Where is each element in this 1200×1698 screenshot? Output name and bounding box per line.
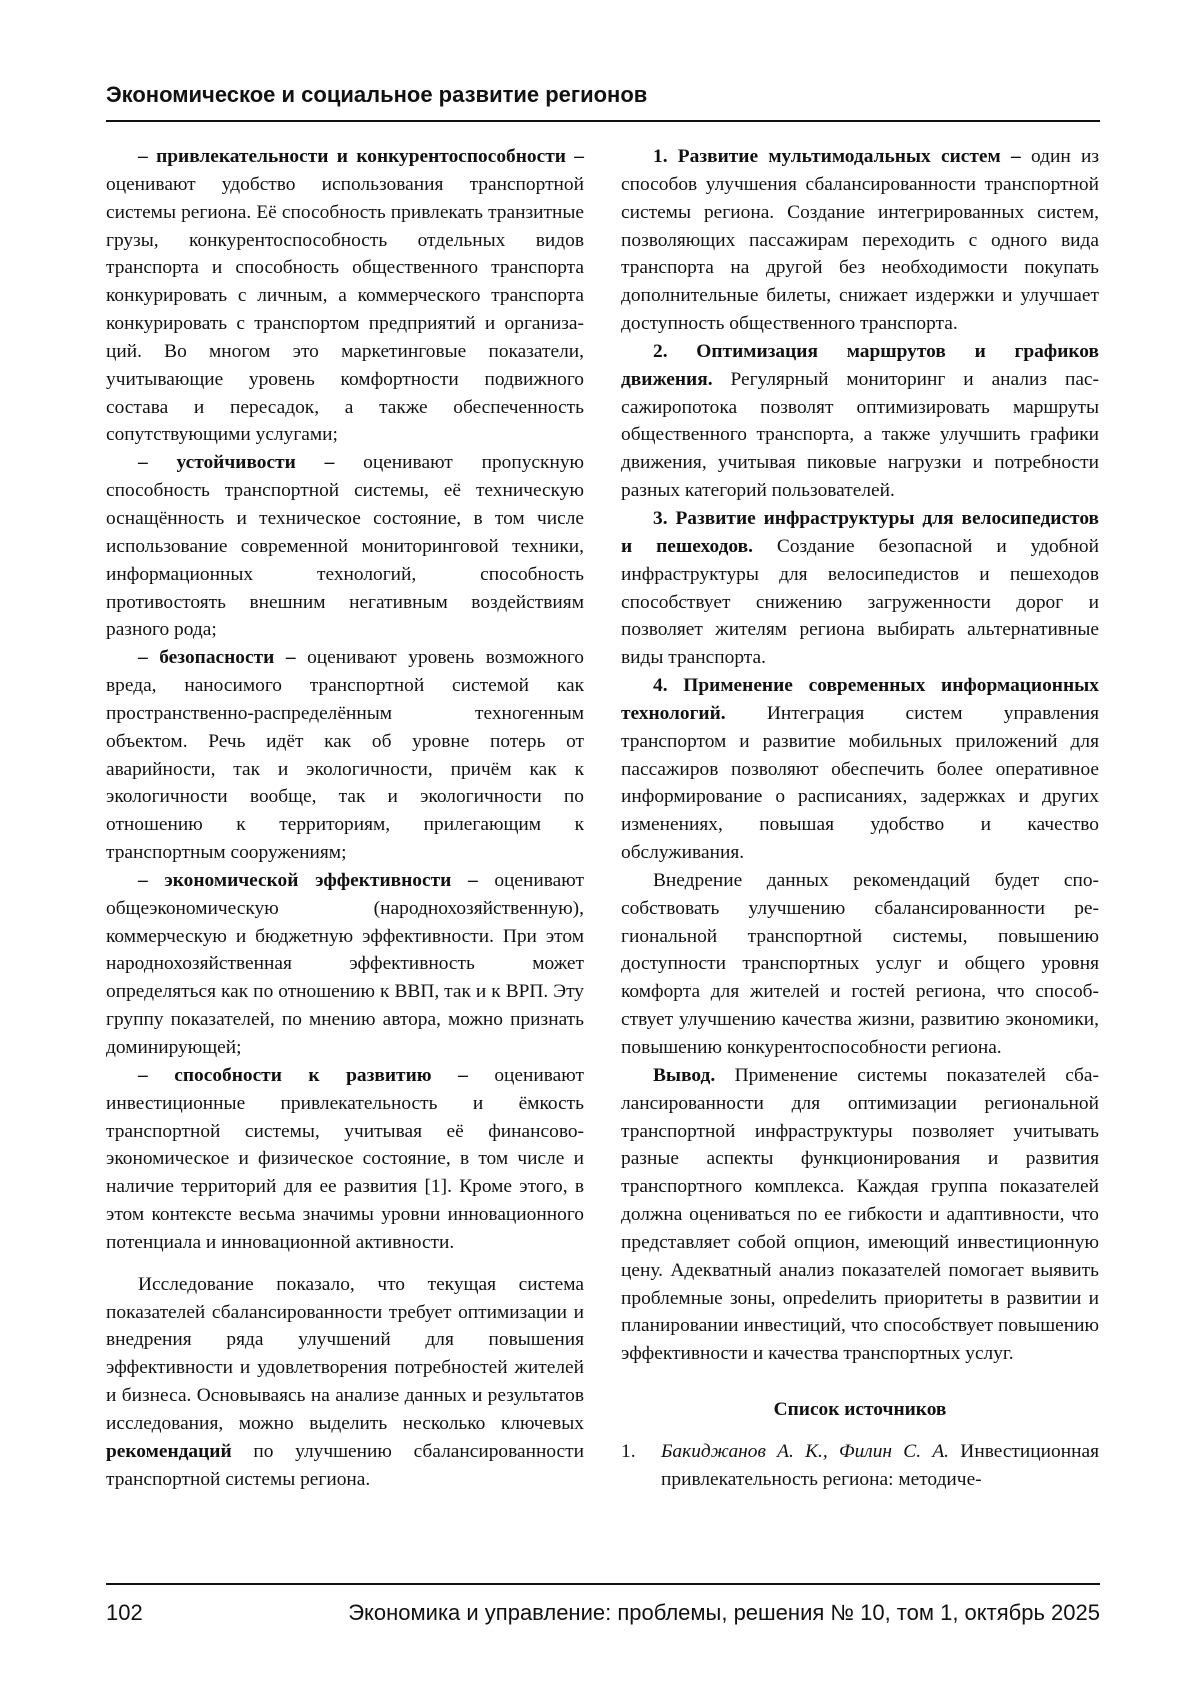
paragraph-text: Исследование показало, что текущая система показателей сбалансированности требует оптимизации и внедрения ряда улучшений для повышения эффективности и удовлетворения потребностей жителей и бизнеса. Основываясь на анализе данных и результатов исследования, можно выделить несколько ключевых	[106, 1273, 584, 1434]
paragraph-text: оценивают удобство использования транспортной системы региона. Её способность привлекать транзитные грузы, конкурентоспособность отдельных видов транспорта и способность общественного транспорта конкурировать с личным, а коммерческого транспорта конкурировать с транспортом предприятий и организаций. Во многом это маркетинговые показатели, учитывающие уровень комфортности подвижного состава и пересадок, а также обеспеченность сопутствующими услугами;	[106, 173, 584, 446]
paragraph-efficiency	[106, 867, 584, 1062]
reference-item	[621, 1438, 1099, 1494]
paragraph-text: Создание безопасной и удобной инфраструктуры для велосипедистов и пешеходов способствует снижению загруженности дорог и позволяет жителям региона выбирать альтернативные виды транспорта.	[621, 535, 1099, 669]
paragraph-text: по улучшению сбалансированности транспортной системы региона.	[106, 1440, 584, 1490]
paragraph-text: оценивают уровень возможного вреда, наносимого транспортной системой как пространственно-распределённым техногенным объектом. Речь идёт как об уровне потерь от аварийности, так и экологичности, причём как к экологичности вообще, так и экологичности по отношению к территориям, прилегающим к транспортным сооружениям;	[106, 647, 584, 864]
paragraph-safety	[106, 644, 584, 867]
paragraph-text: Регулярный мониторинг и анализ пассажиропотока позволят оптимизировать маршруты общественного транспорта, а также улучшить графики движения, учитывая пиковые нагрузки и потребности разных категорий пользователей.	[621, 368, 1099, 502]
reference-text	[661, 1438, 1099, 1494]
paragraph-implementation	[621, 867, 1099, 1062]
paragraph-development	[106, 1062, 584, 1257]
left-column	[106, 143, 584, 1494]
paragraph-attractiveness	[106, 143, 584, 449]
paragraph-text: один из способов улучшения сбалансированности транспортной системы региона. Создание интегрированных систем, позволяющих пассажирам переходить с одного вида транспорта на другой без необходимости покупать дополнительные билеты, снижает издержки и улучшает доступность общественного транспорта.	[621, 146, 1099, 335]
term-safety: – безопасности –	[138, 647, 296, 669]
recommendation-1	[621, 143, 1099, 338]
recommendation-2	[621, 338, 1099, 505]
recommendation-title: 1. Развитие мультимодальных систем –	[653, 146, 1021, 167]
term-sustainability: – устойчивости –	[138, 452, 335, 474]
journal-citation: Экономика и управление: проблемы, решения № 10, том 1, октябрь 2025	[348, 1600, 1100, 1625]
paragraph-sustainability	[106, 449, 584, 644]
right-column	[621, 143, 1099, 1494]
recommendation-3	[621, 505, 1099, 672]
recommendation-title: 3. Развитие инфраструктуры для велосипедистов и пешеходов.	[621, 507, 1099, 557]
paragraph-text: оценивают общеэкономическую (народнохозяйственную), коммерческую и бюджетную эффективности. При этом народнохозяйственная эффективность может определяться как по отношению к ВВП, так и к ВРП. Эту группу показателей, по мнению автора, можно признать доминирующей;	[106, 869, 584, 1058]
reference-authors: Бакиджанов А. К., Филин С. А.	[661, 1440, 950, 1462]
paragraph-text: Внедрение данных рекомендаций будет способствовать улучшению сбалансированности региональной транспортной системы, повышению доступности транспортных услуг и общего уровня комфорта для жителей и гостей региона, что способствует улучшению качества жизни, развитию экономики, повышению конкурентоспособности региона.	[621, 869, 1099, 1058]
page-number: 102	[106, 1600, 143, 1625]
recommendation-title: 2. Оптимизация маршрутов и графиков движения.	[621, 340, 1099, 390]
term-recommendations: рекомендаций	[106, 1440, 232, 1462]
paragraph-conclusion	[621, 1062, 1099, 1368]
paragraph-research	[106, 1271, 584, 1494]
reference-title: Инвестиционная привлекательность региона: методиче-	[661, 1440, 1100, 1490]
paragraph-text: Интеграция систем управления транспортом и развитие мобильных приложений для пассажиров позволяют обеспечить более оперативное информирование о расписаниях, задержках и других изменениях, повышая удобство и качество обслуживания.	[621, 702, 1099, 864]
recommendation-title: 4. Применение современных информационных технологий.	[621, 675, 1099, 724]
paragraph-text: оценивают инвестиционные привлекательность и ёмкость транспортной системы, учитывая её финансово-экономическое и физическое состояние, в том числе и наличие территорий для ее развития [1]. Кроме этого, в этом контексте весьма значимы уровни инновационного потенциала и инновационной активности.	[106, 1064, 584, 1253]
references-title: Список источников	[773, 1399, 947, 1421]
reference-number: 1.	[621, 1440, 636, 1462]
footer-rule	[106, 1583, 1100, 1585]
header-rule	[106, 120, 1100, 122]
term-development: – способности к развитию –	[138, 1064, 468, 1086]
running-header: Экономическое и социальное развитие регионов	[106, 82, 648, 107]
recommendation-4	[621, 672, 1099, 867]
paragraph-text: оценивают пропускную способность транспортной системы, её техническую оснащённость и техническое состояние, в том числе использование современной мониторинговой техники, информационных технологий, способность противостоять внешним негативным воздействиям разного рода;	[106, 452, 585, 641]
conclusion-label: Вывод.	[653, 1064, 716, 1086]
term-efficiency: – экономической эффективности –	[138, 869, 478, 891]
term-attractiveness: – привлекательности и конкурентоспособности –	[138, 146, 584, 167]
paragraph-text: Применение системы показателей сбалансированности для оптимизации региональной транспортной инфраструктуры позволяет учитывать разные аспекты функционирования и развития транспортного комплекса. Каждая группа показателей должна оцениваться по ее гибкости и адаптивности, что представляет собой опцион, имеющий инвестиционную цену. Адекватный анализ показателей помогает выявить проблемные зоны, опреdелить приоритеты в развитии и планировании инвестиций, что способствует повышению эффективности и качества транспортных услуг.	[621, 1064, 1099, 1365]
